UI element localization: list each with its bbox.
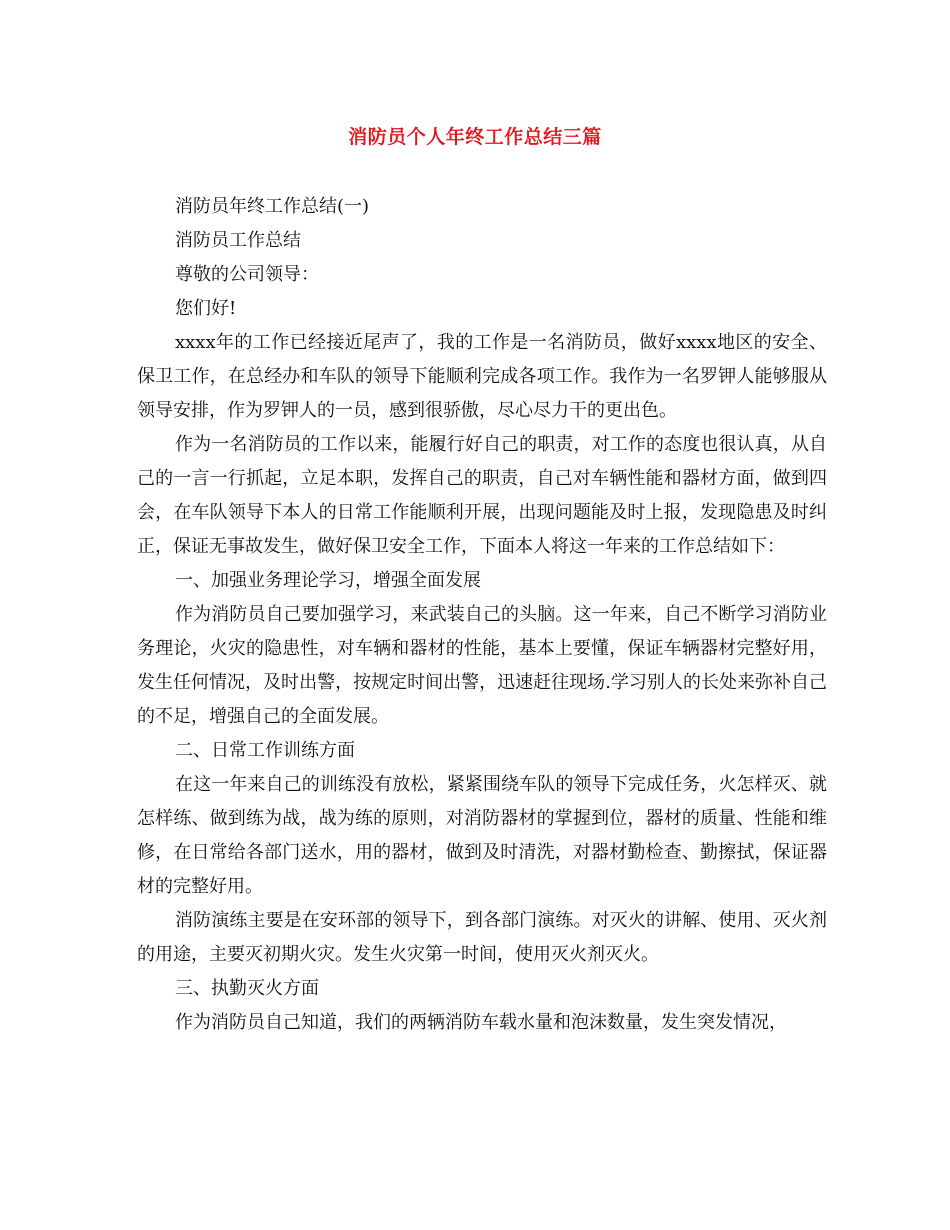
salutation: 尊敬的公司领导： [175,264,319,285]
document-title: 消防员个人年终工作总结三篇 [348,126,602,148]
section-heading: 一、加强业务理论学习，增强全面发展 [175,570,481,591]
section-heading: 二、日常工作训练方面 [175,740,355,761]
paragraph: 在这一年来自己的训练没有放松，紧紧围绕车队的领导下完成任务，火怎样灭、就怎样练、做到练为战，战为练的原则，对消防器材的掌握到位，器材的质量、性能和维修，在日常给各部门送水，用的器材，做到及时清洗，对器材勤检查、勤擦拭，保证器材的完整好用。 [137,774,827,897]
document-body [137,190,827,1040]
section-heading: 三、执勤灭火方面 [175,978,319,999]
paragraph: 消防演练主要是在安环部的领导下，到各部门演练。对灭火的讲解、使用、灭火剂的用途，主要灭初期火灾。发生火灾第一时间，使用灭火剂灭火。 [137,910,827,965]
section-heading: 消防员年终工作总结(一) [175,196,370,217]
paragraph: 作为消防员自己知道，我们的两辆消防车载水量和泡沫数量，发生突发情况， [175,1012,787,1033]
paragraph: 作为消防员自己要加强学习，来武装自己的头脑。这一年来，自己不断学习消防业务理论，火灾的隐患性，对车辆和器材的性能，基本上要懂，保证车辆器材完整好用，发生任何情况，及时出警，按规定时间出警，迅速赶往现场.学习别人的长处来弥补自己的不足，增强自己的全面发展。 [137,604,827,727]
subtitle: 消防员工作总结 [175,230,301,251]
greeting: 您们好! [175,298,237,319]
paragraph: xxxx年的工作已经接近尾声了，我的工作是一名消防员，做好xxxx地区的安全、保卫工作，在总经办和车队的领导下能顺利完成各项工作。我作为一名罗钾人能够服从领导安排，作为罗钾人的一员，感到很骄傲，尽心尽力干的更出色。 [137,332,827,421]
paragraph: 作为一名消防员的工作以来，能履行好自己的职责，对工作的态度也很认真，从自己的一言一行抓起，立足本职，发挥自己的职责，自己对车辆性能和器材方面，做到四会，在车队领导下本人的日常工作能顺利开展，出现问题能及时上报，发现隐患及时纠正，保证无事故发生，做好保卫安全工作，下面本人将这一年来的工作总结如下： [137,434,827,557]
